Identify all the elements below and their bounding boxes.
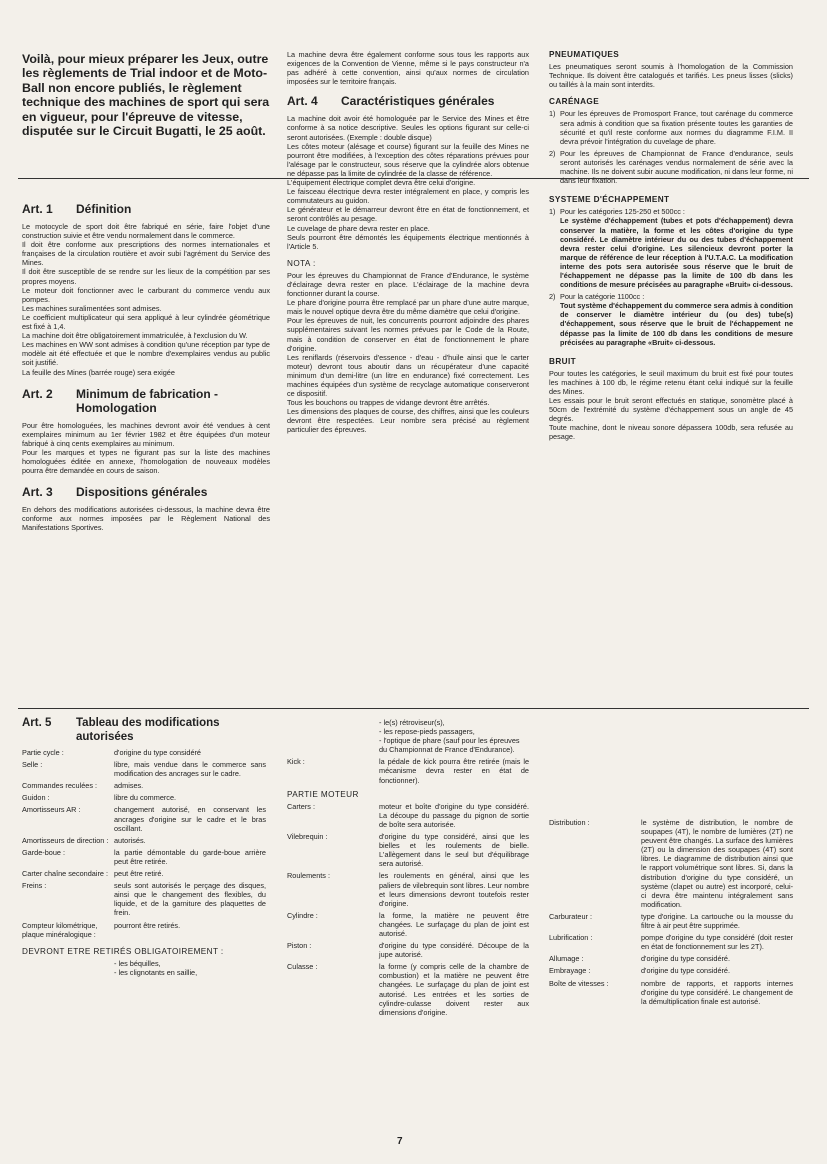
row-label: Garde-boue : — [22, 847, 65, 857]
col2-intro: La machine devra être également conforme sous tous les rapports aux exigences de la Convention de Vienne, même si le pays constructeur n'a pas adhéré à cette convention, ainsi qu'aux normes de circulation imposées sur le territoire français. — [287, 50, 529, 87]
partie-cycle-list — [22, 748, 266, 939]
table-row — [22, 760, 266, 778]
paragraph: Pour toutes les catégories, le seuil maximum du bruit est fixé pour toutes les machines à 100 db, le régime retenu étant celui indiqué sur la feuille des Mines. — [549, 368, 793, 396]
table-row — [287, 802, 529, 829]
art3-heading — [22, 485, 270, 499]
row-label: Piston : — [287, 941, 312, 951]
table-row — [549, 954, 793, 963]
paragraph: Le moteur doit fonctionner avec le carburant du commerce vendu aux pompes. — [22, 285, 270, 304]
list-item — [549, 207, 793, 289]
art1-title: Définition — [76, 202, 132, 216]
row-label: Carters : — [287, 801, 315, 811]
table-row — [22, 881, 266, 917]
art3-body — [22, 505, 270, 532]
art1-number: Art. 1 — [22, 202, 53, 216]
paragraph: L'équipement électrique complet devra être celui d'origine. — [287, 178, 476, 188]
art5-title: Tableau des modifications autorisées — [76, 717, 220, 743]
row-label: Guidon : — [22, 793, 50, 803]
row-label: Roulements : — [287, 871, 330, 881]
table-row — [22, 836, 266, 845]
table-row — [287, 941, 529, 959]
row-label: Distribution : — [549, 818, 590, 827]
row-label: Freins : — [22, 881, 47, 891]
paragraph: Seuls pourront être démontés les équipements électrique mentionnés à l'Article 5. — [287, 232, 529, 251]
row-value: la forme, la matière ne peuvent être changées. Le surfaçage du plan de joint est autorisé. — [379, 910, 529, 938]
list-item: - l'optique de phare (sauf pour les épreuves du Championnat de France d'Endurance). — [379, 736, 520, 755]
row-value: libre du commerce. — [114, 793, 177, 803]
table-row — [549, 966, 793, 975]
art5-heading — [22, 716, 266, 744]
table-row — [549, 912, 793, 930]
list-item-number: 2) — [549, 292, 556, 302]
paragraph: Il doit être conforme aux prescriptions des normes internationales et françaises de la circulation routière et avoir subi l'agrément du Service des Mines. — [22, 240, 270, 268]
list-item-head: Pour les catégories 125-250 et 500cc : — [560, 207, 685, 217]
paragraph: Le coefficient multiplicateur qui sera appliqué à leur cylindrée géométrique est fixé à 1,4. — [22, 312, 270, 332]
list-item-number: 1) — [549, 207, 556, 217]
row-value: changement autorisé, en conservant les ancrages d'origine sur le cadre et le bras oscillant. — [114, 805, 266, 833]
kick-row — [287, 757, 529, 784]
table-row — [549, 979, 793, 1006]
art4-title: Caractéristiques générales — [341, 94, 495, 109]
row-value: d'origine du type considéré — [114, 748, 201, 757]
devront-title: DEVRONT ETRE RETIRÉS OBLIGATOIREMENT : — [22, 946, 224, 956]
row-label: Selle : — [22, 760, 43, 770]
row-value: admises. — [114, 781, 144, 791]
list-item-number: 2) — [549, 148, 556, 158]
art5-column-a — [22, 716, 266, 977]
row-value: type d'origine. La cartouche ou la mousse du filtre à air peut être supprimée. — [641, 911, 793, 931]
row-value: la forme (y compris celle de la chambre de combustion) et la matière ne peuvent être changées. Le surfaçage du plan de joint est autorisé. Les entrées et les sorties de cylindre-culasse doivent rester aux dimensions d'origine. — [379, 962, 529, 1017]
echappement-list — [549, 207, 793, 346]
paragraph: Les reniflards (réservoirs d'essence - d'eau - d'huile ainsi que le carter moteur) devront tous aboutir dans un récupérateur d'une capacité minimum d'un demi-litre (un litre en endurance) fixé correctement. Les machines équipées d'un système de recyclage automatique conserveront ce dispositif. — [287, 352, 529, 399]
column-2 — [287, 50, 529, 435]
row-value: d'origine du type considéré. Découpe de la jupe autorisé. — [379, 941, 529, 960]
paragraph: Il doit être susceptible de se rendre sur les lieux de la compétition par ses propres moyens. — [22, 267, 270, 286]
art1-body — [22, 222, 270, 377]
row-label: Embrayage : — [549, 966, 591, 976]
art4-body — [287, 114, 529, 250]
paragraph: Tous les bouchons ou trappes de vidange devront être arrêtés. — [287, 398, 490, 408]
devront-list-a — [22, 959, 266, 977]
bruit-body — [549, 369, 793, 442]
art4-heading — [287, 94, 529, 108]
row-value: d'origine du type considéré. — [641, 966, 731, 976]
table-row — [287, 911, 529, 938]
list-item-body — [560, 149, 793, 185]
list-item: - les clignotants en saillie, — [114, 967, 198, 977]
carenage-list — [549, 109, 793, 185]
row-value: autorisés. — [114, 835, 146, 845]
paragraph: Pour les épreuves du Championnat de France d'Endurance, le système d'éclairage devra rester en place. L'éclairage de la machine devra fonctionner durant la course. — [287, 270, 529, 299]
art5-number: Art. 5 — [22, 717, 52, 729]
art5-column-c — [549, 818, 793, 1009]
paragraph: La feuille des Mines (barrée rouge) sera exigée — [22, 367, 175, 377]
list-item-body — [560, 292, 793, 347]
art5-column-b — [287, 718, 529, 1020]
list-item-text: Tout système d'échappement du commerce sera admis à condition de conserver le diamètre intérieur du (ou des) tube(s) d'échappement, sous réserve que le bruit de l'échappement ne dépasse pas la limite de 100 db dans les conditions de mesure précisées au paragraphe «Bruit» ci-dessous. — [560, 301, 793, 347]
column-3 — [549, 50, 793, 442]
list-item — [549, 109, 793, 145]
pneumatiques-title: PNEUMATIQUES — [549, 50, 620, 59]
row-value: seuls sont autorisés le perçage des disques, ainsi que le changement des flexibles, du liquide, et de la garniture des plaquettes de frein. — [114, 881, 266, 918]
table-row — [22, 748, 266, 757]
art5-divider — [18, 708, 809, 709]
table-row — [22, 793, 266, 802]
table-row — [22, 869, 266, 878]
paragraph: Pour être homologuées, les machines devront avoir été vendues à cent exemplaires minimum au 1er février 1982 et être équipées d'un moteur fabriqué à cinq cents exemplaires au minimum. — [22, 420, 270, 448]
kick-label: Kick : — [287, 757, 305, 767]
pneumatiques-text: Les pneumatiques seront soumis à l'homologation de la Commission Technique. Ils doivent être catalogués et tarifiés. Les pneus lisses (slicks) ou taillés à la main sont interdits. — [549, 62, 793, 90]
table-row — [287, 871, 529, 907]
paragraph: Le phare d'origine pourra être remplacé par un phare d'une autre marque, mais le nouvel optique devra être du même diamètre que celui d'origine. — [287, 298, 529, 317]
bruit-title: BRUIT — [549, 356, 577, 366]
list-item-text: Le système d'échappement (tubes et pots d'échappement) devra conserver la matière, la forme et les côtes d'origine du type considéré. Le diamètre intérieur du ou des tubes d'échappement devra rester celui d'origine. Les silencieux devront porter la marque de référence de leur réception à l'U.T.A.C. La modification interne des pots sera autorisée sous réserve que le bruit de l'échappement ne dépasse pas la limite de 100 db dans les conditions de mesure précisées au paragraphe «Bruit» ci-dessous. — [560, 216, 793, 290]
paragraph: La machine doit être obligatoirement immatriculée, à l'exclusion du W. — [22, 331, 248, 341]
list-item-text: Pour les épreuves de Championnat de France d'endurance, seuls seront autorisés les carénages vendus normalement de série avec la machine. Ils ne doivent subir aucune modification, ni dans leur forme, ni dans leur fixation. — [560, 148, 793, 186]
paragraph: Les machines en WW sont admises à condition qu'une réception par type de modèle ait été effectuée et que le nombre d'exemplaires vendus au public soit justifié. — [22, 340, 270, 368]
art1-heading — [22, 202, 270, 216]
paragraph: Le cuvelage de phare devra rester en place. — [287, 223, 430, 233]
row-label: Cylindre : — [287, 910, 318, 920]
list-item — [549, 149, 793, 185]
list-item-head: Pour la catégorie 1100cc : — [560, 292, 645, 302]
table-row — [22, 781, 266, 790]
row-value: le système de distribution, le nombre de soupapes (4T), le nombre de lumières (2T) ne peuvent être changés. La surface des lumières (2T) ou la dimension des soupapes (4T) sont libres. Le diagramme de distribution ainsi que le rapport volumétrique sont libres. Si, dans la distribution d'origine du type considéré, un système (clapet ou autre) est incorporé, celui-ci devra être maintenu intégralement sans modification. — [641, 818, 793, 909]
table-row — [287, 962, 529, 1017]
row-value: pourront être retirés. — [114, 920, 181, 930]
row-label: Allumage : — [549, 954, 584, 964]
art2-body — [22, 421, 270, 476]
list-item-text: Pour les épreuves de Promosport France, tout carénage du commerce sera admis à condition que sa fixation présente toutes les garanties de sécurité et qu'il reste conforme aux normes du diagramme F.I.M. II devra prévoir l'intégration du cuvelage de phare. — [560, 109, 793, 146]
art2-title: Minimum de fabrication - Homologation — [76, 386, 219, 415]
row-label: Amortisseurs AR : — [22, 805, 81, 815]
row-label: Culasse : — [287, 962, 318, 972]
row-value: libre, mais vendue dans le commerce sans modification des ancrages sur le cadre. — [114, 760, 266, 779]
row-label: Lubrification : — [549, 933, 593, 943]
row-value: d'origine du type considéré, ainsi que les bielles et les roulements de bielle. L'allègement dans le seul but d'équilibrage sera autorisé. — [379, 832, 529, 869]
row-label: Amortisseurs de direction : — [22, 835, 109, 845]
carenage-title: CARÉNAGE — [549, 97, 600, 107]
paragraph: Toute machine, dont le niveau sonore dépassera 100db, sera refusée au pesage. — [549, 423, 793, 442]
paragraph: Les machines suralimentées sont admises. — [22, 303, 162, 313]
row-label: Carburateur : — [549, 911, 592, 921]
row-value: les roulements en général, ainsi que les paliers de vilebrequin sont libres. Leur nombre et leurs dimensions devront toutefois rester d'origine. — [379, 871, 529, 908]
paragraph: La machine doit avoir été homologuée par le Service des Mines et être conforme à sa notice descriptive. Seules les options figurant sur celle-ci seront autorisées. (Exemple : double disque) — [287, 114, 529, 142]
page-number: 7 — [397, 1136, 403, 1147]
table-row — [549, 933, 793, 951]
list-item: - les béquilles, — [114, 958, 161, 968]
echappement-title: SYSTEME D'ÉCHAPPEMENT — [549, 195, 670, 205]
row-label: Compteur kilométrique, plaque minéralogique : — [22, 920, 98, 939]
row-value: la partie démontable du garde-boue arrière peut être retirée. — [114, 847, 266, 866]
intro-text: Voilà, pour mieux préparer les Jeux, outre les règlements de Trial indoor et de Moto-Ball non encore publiés, le règlement technique des machines de sport qui sera en vigueur, pour l'épreuve de vitesse, disputée sur le Circuit Bugatti, le 25 août. — [22, 52, 270, 139]
art3-title: Dispositions générales — [76, 485, 208, 500]
table-row — [22, 805, 266, 832]
row-label: Vilebrequin : — [287, 832, 328, 842]
paragraph: Le motocycle de sport doit être fabriqué en série, faire l'objet d'une construction suivie et être vendu normalement dans le commerce. — [22, 222, 270, 241]
intro-block — [22, 52, 270, 138]
list-item-body — [560, 109, 793, 145]
paragraph: Les côtes moteur (alésage et course) figurant sur la feuille des Mines ne pourront être modifiées, à l'exception des côtes réparations prévues pour l'alésage par le constructeur, sous réserve que la cylindrée alors obtenue ne dépasse pas la limite de cylindrée de la classe de référence. — [287, 141, 529, 178]
art3-number: Art. 3 — [22, 485, 53, 500]
paragraph: En dehors des modifications autorisées ci-dessous, la machine devra être conforme aux normes imposées par le Règlement National des Manifestations Sportives. — [22, 505, 270, 533]
paragraph: Les essais pour le bruit seront effectués en statique, sonomètre placé à 50cm de l'extrémité du système d'échappement sous un angle de 45 degrés. — [549, 396, 793, 424]
row-value: nombre de rapports, et rapports internes d'origine du type considéré. Le changement de la démultiplication finale est autorisé. — [641, 978, 793, 1006]
art2-heading — [22, 387, 270, 415]
column-1 — [22, 196, 270, 532]
row-value: d'origine du type considéré. — [641, 954, 731, 964]
list-item: - le(s) rétroviseur(s), — [379, 718, 445, 727]
table-row — [22, 921, 266, 939]
table-row — [287, 832, 529, 868]
row-label: Commandes reculées : — [22, 781, 98, 791]
art2-number: Art. 2 — [22, 386, 53, 401]
row-value: moteur et boîte d'origine du type considéré. La découpe du passage du pignon de sortie de boîte sera autorisée. — [379, 801, 529, 829]
partie-moteur-list-2 — [549, 818, 793, 1006]
nota-body — [287, 271, 529, 435]
list-item-number: 1) — [549, 109, 556, 119]
paragraph: Le faisceau électrique devra rester intégralement en place, y compris les commutateurs au guidon. — [287, 187, 529, 206]
paragraph: Le générateur et le démarreur devront être en état de fonctionnement, et seront contrôlés au pesage. — [287, 205, 529, 224]
paragraph: Pour les épreuves de nuit, les concurrents pourront adjoindre des phares supplémentaires suivant les normes prévues par le Code de la Route, mais à condition de conserver en état de fonctionnement le phare d'origine. — [287, 316, 529, 353]
paragraph: Pour les marques et types ne figurant pas sur la liste des machines homologuées éditée en annexe, l'homologation de nouveaux modèles pourra être demandée en cours de saison. — [22, 447, 270, 476]
devront-list-b — [287, 718, 529, 754]
table-row — [22, 848, 266, 866]
row-value: peut être retiré. — [114, 869, 164, 879]
kick-value: la pédale de kick pourra être retirée (mais le mécanisme devra rester en état de fonctionner). — [379, 757, 529, 785]
row-label: Carter chaîne secondaire : — [22, 869, 108, 879]
partie-moteur-title: PARTIE MOTEUR — [287, 789, 359, 799]
partie-moteur-list — [287, 802, 529, 1017]
list-item — [549, 292, 793, 347]
row-label: Boîte de vitesses : — [549, 978, 609, 988]
paragraph: Les dimensions des plaques de course, des chiffres, ainsi que les couleurs devront être respectées. Leur nombre sera précisé au règlement particulier des épreuves. — [287, 407, 529, 435]
art4-number: Art. 4 — [287, 94, 318, 109]
list-item: - les repose-pieds passagers, — [379, 727, 475, 737]
row-value: pompe d'origine du type considéré (doit rester en état de fonctionnement sur les 2T). — [641, 933, 793, 952]
list-item-body — [560, 207, 793, 289]
nota-title: NOTA : — [287, 258, 316, 268]
row-label: Partie cycle : — [22, 748, 64, 757]
table-row — [549, 818, 793, 909]
